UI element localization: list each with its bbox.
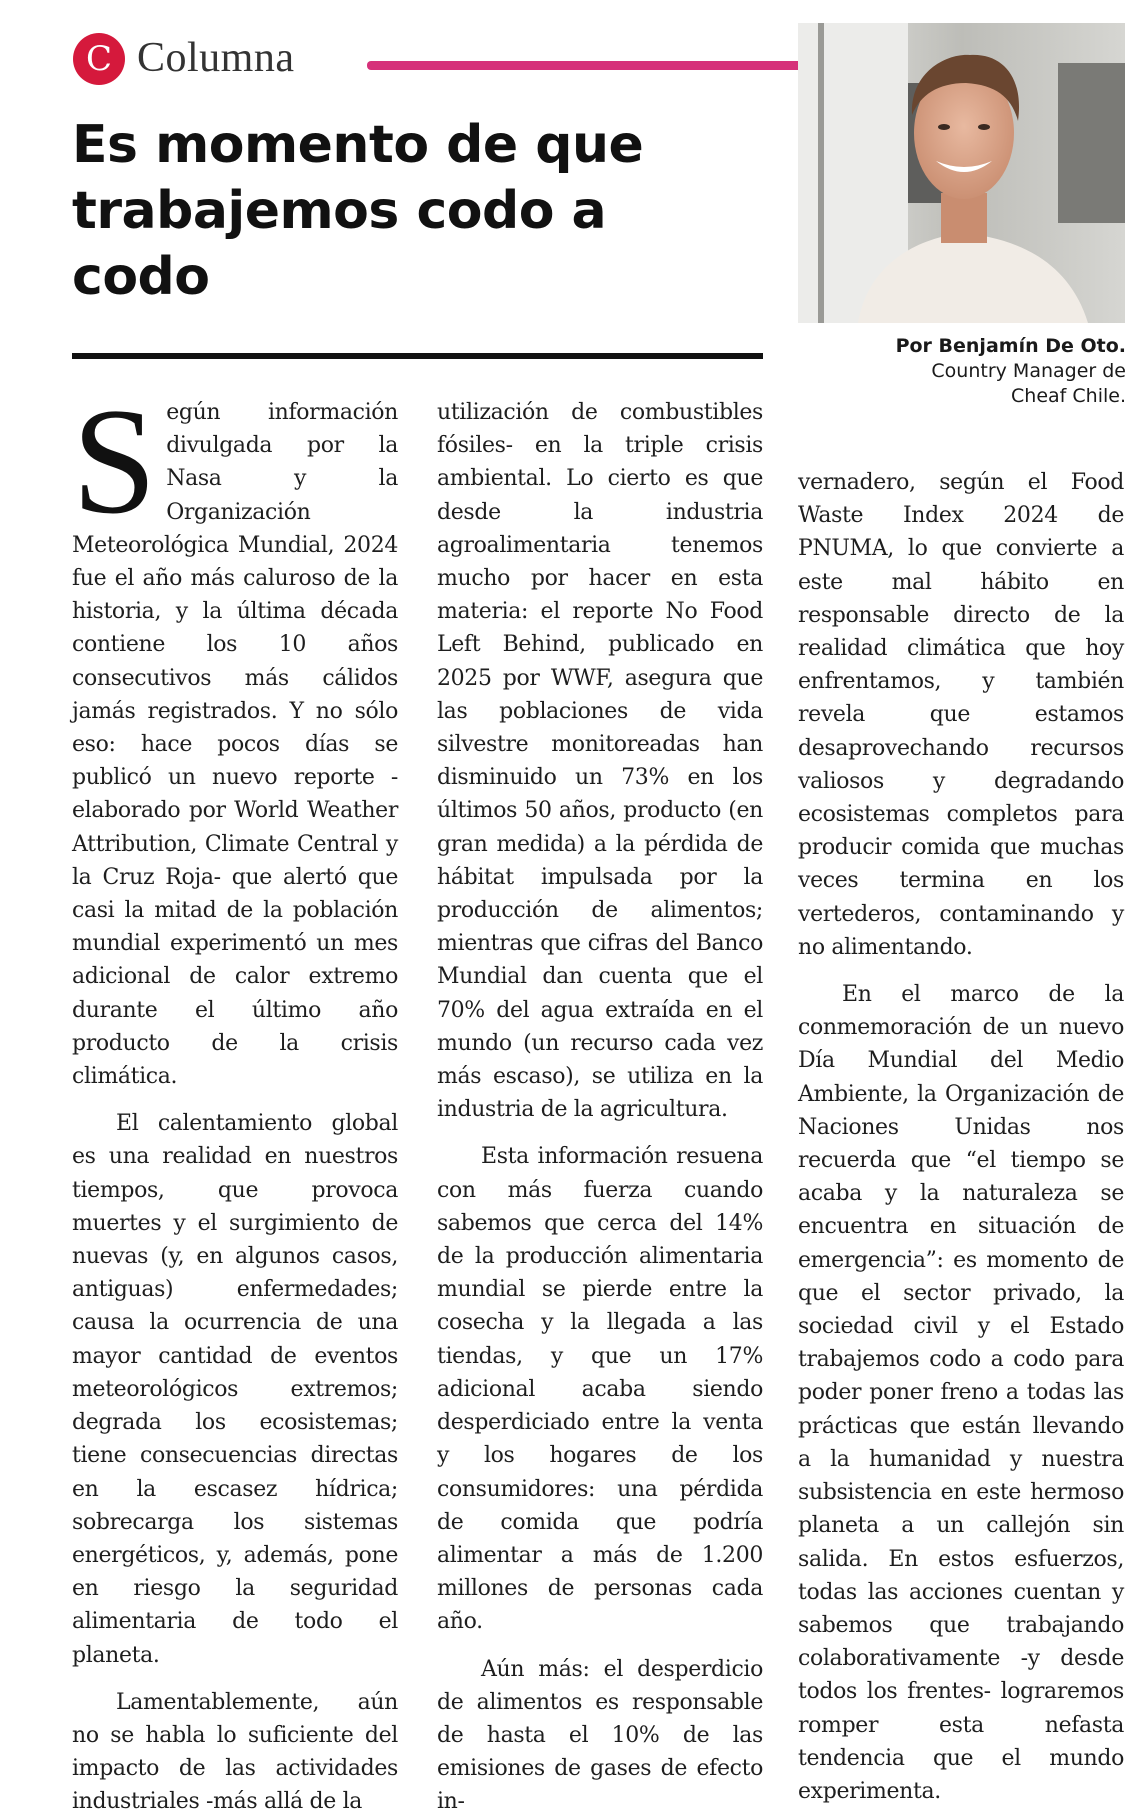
paragraph-text: egún información divulgada por la Nasa y la Organización Meteorológica Mundial, 2024 fue el año más caluroso de la historia, y la última década contiene los 10 años consecutivos más cálidos jamás registrados. Y no sólo eso: hace pocos días se publicó un nuevo reporte -elaborado por World Weather Attribution, Climate Central y la Cruz Roja- que alertó que casi la mitad de la población mundial experimentó un mes adicional de calor extremo durante el último año producto de la crisis climática. xyxy=(72,400,398,1090)
author-portrait-icon xyxy=(798,23,1125,323)
paragraph: Lamentablemente, aún no se habla lo suficiente del impacto de las actividades industriales -más allá de la xyxy=(72,1689,398,1815)
author-role-line2: Cheaf Chile. xyxy=(1011,385,1126,407)
paragraph: utilización de combustibles fósiles- en la triple crisis ambiental. Lo cierto es que desde la industria agroalimentaria tenemos mucho por hacer en esta materia: el reporte No Food Left Behind, publicado en 2025 por WWF, asegura que las poblaciones de vida silvestre monitoreadas han disminuido un 73% en los últimos 50 años, producto (en gran medida) a la pérdida de hábitat impulsada por la producción de alimentos; mientras que cifras del Banco Mundial dan cuenta que el 70% del agua extraída en el mundo (un recurso cada vez más escaso), se utiliza en la industria de la agricultura. xyxy=(437,400,763,1123)
author-role-line1: Country Manager de xyxy=(931,360,1126,382)
body-column-2 xyxy=(437,396,763,1819)
author-name: Por Benjamín De Oto. xyxy=(895,335,1126,357)
body-column-1 xyxy=(72,377,398,1819)
body-column-3 xyxy=(798,466,1124,1808)
paragraph: Aún más: el desperdicio de alimentos es responsable de hasta el 10% de las emisiones de gases de efecto in- xyxy=(437,1656,763,1815)
paragraph: vernadero, según el Food Waste Index 2024 de PNUMA, lo que convierte a este mal hábito en responsable directo de la realidad climática que hoy enfrentamos, y también revela que estamos desaprovechando recursos valiosos y degradando ecosistemas completos para producir comida que muchas veces termina en los vertederos, contaminando y no alimentando. xyxy=(798,470,1124,960)
paragraph: El calentamiento global es una realidad en nuestros tiempos, que provoca muertes y el surgimiento de nuevas (y, en algunos casos, antiguas) enfermedades; causa la ocurrencia de una mayor cantidad de eventos meteorológicos extremos; degrada los ecosistemas; tiene consecuencias directas en la escasez hídrica; sobrecarga los sistemas energéticos, y, además, pone en riesgo la seguridad alimentaria de todo el planeta. xyxy=(72,1111,398,1668)
section-header xyxy=(73,30,863,90)
headline-divider xyxy=(72,353,763,359)
headline: Es momento de que trabajemos codo a codo xyxy=(72,115,644,307)
section-badge-icon: C xyxy=(73,33,125,85)
section-accent-rule xyxy=(367,61,872,70)
author-photo xyxy=(798,23,1125,323)
section-label: Columna xyxy=(137,35,295,81)
byline xyxy=(798,334,1126,409)
paragraph xyxy=(72,377,398,1093)
paragraph: Esta información resuena con más fuerza cuando sabemos que cerca del 14% de la producción alimentaria mundial se pierde entre la cosecha y la llegada a las tiendas, y que un 17% adicional acaba siendo desperdiciado entre la venta y los hogares de los consumidores: una pérdida de comida que podría alimentar a más de 1.200 millones de personas cada año. xyxy=(437,1144,763,1635)
drop-cap: S xyxy=(72,377,157,545)
paragraph: En el marco de la conmemoración de un nuevo Día Mundial del Medio Ambiente, la Organización de Naciones Unidas nos recuerda que “el tiempo se acaba y la naturaleza se encuentra en situación de emergencia”: es momento de que el sector privado, la sociedad civil y el Estado trabajemos codo a codo para poder poner freno a todas las prácticas que están llevando a la humanidad y nuestra subsistencia en este hermoso planeta a un callejón sin salida. En estos esfuerzos, todas las acciones cuentan y sabemos que trabajando colaborativamente -y desde todos los frentes- lograremos romper esta nefasta tendencia que el mundo experimenta. xyxy=(798,982,1124,1804)
